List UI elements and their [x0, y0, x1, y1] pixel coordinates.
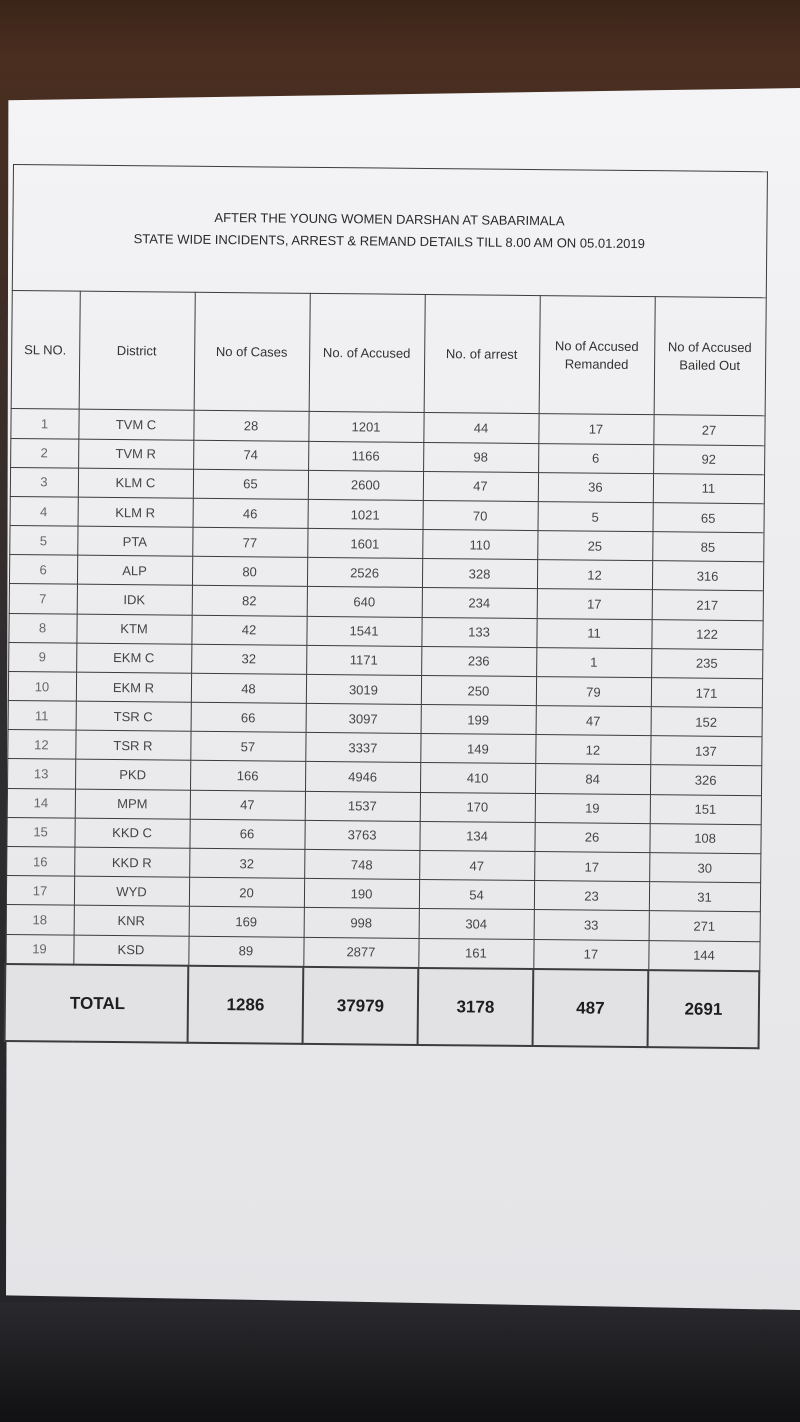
total-cases: 1286 [188, 966, 304, 1044]
cell-bailed-out: 92 [653, 444, 764, 474]
cell-district: TSR R [75, 730, 190, 760]
cell-cases: 32 [191, 644, 306, 674]
cell-accused: 1601 [307, 528, 422, 558]
cell-district: KLM R [78, 497, 193, 527]
cell-sl-no: 9 [8, 642, 76, 672]
cell-remanded: 12 [537, 560, 652, 590]
cell-bailed-out: 85 [652, 532, 763, 562]
cell-arrest: 328 [422, 559, 537, 589]
total-bailed-out: 2691 [648, 971, 760, 1049]
table-body [5, 409, 764, 972]
cell-sl-no: 8 [8, 613, 76, 643]
cell-remanded: 25 [537, 531, 652, 561]
cell-remanded: 79 [536, 677, 651, 707]
cell-district: EKM C [76, 643, 191, 673]
total-label: TOTAL [5, 964, 189, 1042]
cell-remanded: 47 [536, 706, 651, 736]
col-header-cases: No of Cases [194, 292, 310, 412]
cell-bailed-out: 151 [650, 794, 761, 824]
cell-district: EKM R [76, 672, 191, 702]
cell-district: PTA [77, 526, 192, 556]
cell-sl-no: 17 [6, 876, 74, 906]
total-row [5, 964, 760, 1048]
title-line-2: STATE WIDE INCIDENTS, ARREST & REMAND DETAILS TILL 8.00 AM ON 05.01.2019 [133, 231, 645, 252]
cell-sl-no: 19 [5, 934, 73, 965]
cell-sl-no: 7 [9, 584, 77, 614]
report-title [12, 165, 767, 298]
cell-cases: 46 [193, 498, 308, 528]
cell-district: KTM [76, 614, 191, 644]
cell-cases: 80 [192, 557, 307, 587]
cell-accused: 3763 [304, 820, 419, 850]
cell-cases: 47 [190, 790, 305, 820]
cell-remanded: 12 [535, 735, 650, 765]
cell-remanded: 1 [536, 647, 651, 677]
cell-arrest: 54 [419, 880, 534, 910]
cell-remanded: 26 [534, 822, 649, 852]
cell-cases: 166 [190, 761, 305, 791]
cell-sl-no: 13 [7, 759, 75, 789]
cell-cases: 48 [191, 673, 306, 703]
cell-cases: 42 [191, 615, 306, 645]
cell-remanded: 17 [534, 852, 649, 882]
cell-bailed-out: 235 [651, 648, 762, 678]
col-header-district: District [79, 291, 195, 411]
cell-bailed-out: 217 [652, 590, 763, 620]
header-row [11, 290, 766, 416]
cell-arrest: 234 [422, 588, 537, 618]
cell-bailed-out: 326 [650, 765, 761, 795]
cell-sl-no: 4 [10, 496, 78, 526]
cell-bailed-out: 271 [649, 911, 760, 941]
col-header-bailed-out: No of Accused Bailed Out [654, 297, 766, 417]
cell-accused: 1541 [306, 616, 421, 646]
cell-accused: 1201 [308, 412, 423, 442]
cell-accused: 2600 [308, 470, 423, 500]
col-header-accused: No. of Accused [309, 293, 425, 413]
cell-district: PKD [75, 760, 190, 790]
cell-bailed-out: 108 [649, 823, 760, 853]
cell-cases: 74 [193, 440, 308, 470]
cell-sl-no: 2 [10, 438, 78, 468]
cell-cases: 66 [189, 819, 304, 849]
cell-bailed-out: 27 [653, 415, 764, 445]
cell-district: KKD C [74, 818, 189, 848]
cell-arrest: 199 [421, 705, 536, 735]
cell-cases: 32 [189, 848, 304, 878]
cell-accused: 998 [304, 908, 419, 938]
cell-sl-no: 10 [8, 671, 76, 701]
cell-arrest: 410 [420, 763, 535, 793]
cell-district: TSR C [76, 701, 191, 731]
incidents-table [4, 164, 768, 1049]
cell-bailed-out: 11 [653, 473, 764, 503]
col-header-remanded: No of Accused Remanded [539, 295, 655, 415]
cell-sl-no: 15 [6, 817, 74, 847]
cell-cases: 65 [193, 469, 308, 499]
cell-accused: 1171 [306, 645, 421, 675]
cell-accused: 2877 [303, 937, 418, 968]
cell-cases: 77 [192, 527, 307, 557]
cell-bailed-out: 152 [651, 707, 762, 737]
cell-sl-no: 5 [9, 526, 77, 556]
cell-arrest: 47 [419, 850, 534, 880]
total-accused: 37979 [303, 967, 419, 1045]
cell-accused: 190 [304, 879, 419, 909]
cell-bailed-out: 122 [651, 619, 762, 649]
total-remanded: 487 [533, 969, 649, 1047]
cell-district: WYD [74, 876, 189, 906]
cell-district: KSD [73, 935, 188, 966]
cell-bailed-out: 316 [652, 561, 763, 591]
cell-arrest: 44 [423, 413, 538, 443]
cell-sl-no: 1 [10, 409, 78, 439]
cell-remanded: 17 [538, 414, 653, 444]
title-line-1: AFTER THE YOUNG WOMEN DARSHAN AT SABARIMALA [214, 210, 565, 229]
cell-arrest: 304 [419, 909, 534, 939]
cell-bailed-out: 30 [649, 853, 760, 883]
report-document [4, 164, 766, 1049]
cell-accused: 640 [307, 587, 422, 617]
cell-accused: 1021 [308, 499, 423, 529]
cell-accused: 3019 [306, 674, 421, 704]
cell-district: KKD R [74, 847, 189, 877]
cell-accused: 1166 [308, 441, 423, 471]
cell-cases: 57 [190, 732, 305, 762]
cell-sl-no: 11 [8, 701, 76, 731]
col-header-sl-no: SL NO. [11, 290, 80, 409]
cell-bailed-out: 65 [652, 503, 763, 533]
cell-accused: 748 [304, 849, 419, 879]
cell-remanded: 33 [534, 910, 649, 940]
cell-accused: 2526 [307, 558, 422, 588]
cell-accused: 3337 [305, 733, 420, 763]
cell-arrest: 134 [419, 821, 534, 851]
cell-sl-no: 14 [7, 788, 75, 818]
cell-district: TVM C [78, 410, 193, 440]
cell-sl-no: 12 [7, 730, 75, 760]
cell-cases: 82 [192, 586, 307, 616]
cell-bailed-out: 144 [648, 940, 759, 971]
cell-district: TVM R [78, 439, 193, 469]
cell-remanded: 19 [535, 793, 650, 823]
cell-arrest: 236 [421, 646, 536, 676]
cell-sl-no: 16 [6, 846, 74, 876]
cell-remanded: 36 [538, 472, 653, 502]
background-floor [0, 1302, 800, 1422]
cell-sl-no: 6 [9, 555, 77, 585]
cell-remanded: 11 [536, 618, 651, 648]
cell-arrest: 170 [420, 792, 535, 822]
cell-accused: 4946 [305, 762, 420, 792]
cell-arrest: 250 [421, 675, 536, 705]
cell-arrest: 47 [423, 471, 538, 501]
cell-remanded: 5 [538, 502, 653, 532]
cell-arrest: 161 [418, 938, 533, 969]
cell-remanded: 84 [535, 764, 650, 794]
cell-cases: 28 [193, 411, 308, 441]
col-header-arrest: No. of arrest [424, 294, 540, 414]
cell-sl-no: 18 [6, 905, 74, 935]
cell-cases: 20 [189, 877, 304, 907]
cell-sl-no: 3 [10, 467, 78, 497]
cell-accused: 3097 [306, 703, 421, 733]
cell-arrest: 70 [423, 500, 538, 530]
cell-bailed-out: 171 [651, 678, 762, 708]
cell-district: ALP [77, 555, 192, 585]
cell-cases: 169 [189, 907, 304, 937]
cell-district: IDK [77, 585, 192, 615]
cell-arrest: 133 [421, 617, 536, 647]
cell-remanded: 17 [533, 939, 648, 970]
cell-arrest: 149 [420, 734, 535, 764]
cell-remanded: 17 [537, 589, 652, 619]
cell-cases: 89 [188, 936, 303, 967]
total-arrest: 3178 [418, 968, 534, 1046]
cell-bailed-out: 137 [650, 736, 761, 766]
cell-arrest: 98 [423, 442, 538, 472]
cell-district: MPM [75, 789, 190, 819]
cell-district: KNR [74, 905, 189, 935]
cell-remanded: 6 [538, 443, 653, 473]
cell-district: KLM C [78, 468, 193, 498]
cell-cases: 66 [191, 702, 306, 732]
cell-bailed-out: 31 [649, 882, 760, 912]
cell-arrest: 110 [422, 530, 537, 560]
cell-remanded: 23 [534, 881, 649, 911]
cell-accused: 1537 [305, 791, 420, 821]
